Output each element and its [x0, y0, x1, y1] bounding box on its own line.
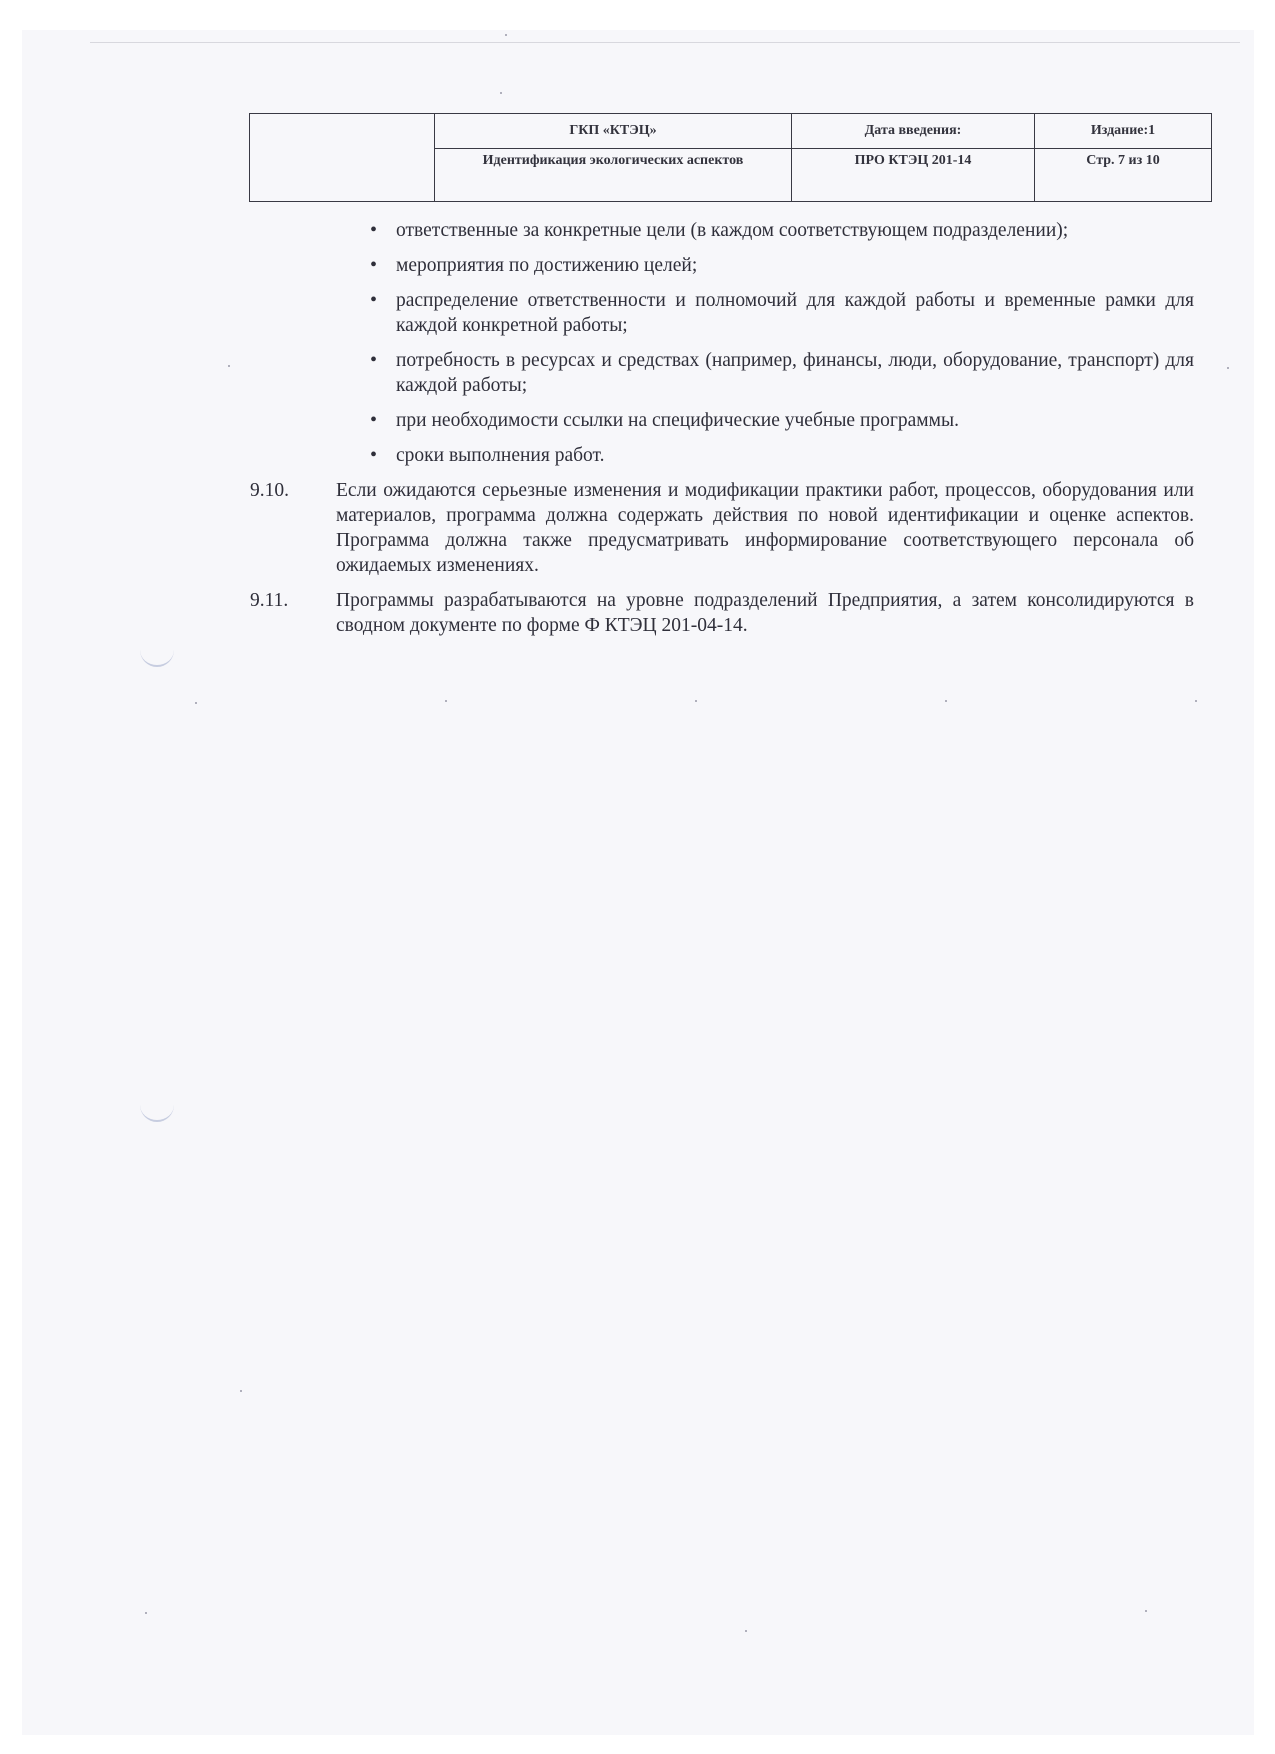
scan-speck: [1145, 1610, 1147, 1612]
bullet-icon: •: [370, 444, 378, 466]
document-header-table: [249, 113, 1212, 202]
list-item: • распределение ответственности и полномочий для каждой работы и временные рамки для каждой конкретной работы;: [370, 289, 1194, 336]
top-rule: [90, 42, 1240, 43]
section-number: 9.11.: [250, 590, 289, 611]
list-item: • потребность в ресурсах и средствах (например, финансы, люди, оборудование, транспорт) для каждой работы;: [370, 349, 1194, 396]
scan-speck: [945, 700, 947, 702]
section-number: 9.10.: [250, 480, 289, 501]
bullet-icon: •: [370, 349, 378, 371]
page-number: Стр. 7 из 10: [1035, 149, 1212, 202]
scan-speck: [1227, 367, 1229, 369]
bullet-list: [250, 218, 1194, 468]
scan-speck: [240, 1390, 242, 1392]
list-item: • сроки выполнения работ.: [370, 444, 605, 466]
section-text: Программы разрабатываются на уровне подразделений Предприятия, а затем консолидируются в сводном документе по форме Ф КТЭЦ 201-04-14.: [336, 590, 1194, 636]
list-item: • при необходимости ссылки на специфические учебные программы.: [370, 409, 959, 431]
scan-speck: [195, 702, 197, 704]
bullet-icon: •: [370, 254, 378, 276]
scan-speck: [505, 34, 507, 36]
bullet-icon: •: [370, 219, 378, 241]
edition: Издание:1: [1035, 114, 1212, 149]
org-name: ГКП «КТЭЦ»: [435, 114, 792, 149]
bullet-icon: •: [370, 289, 378, 311]
scan-speck: [228, 365, 230, 367]
scan-speck: [745, 1630, 747, 1632]
scan-speck: [1195, 700, 1197, 702]
date-label: Дата введения:: [792, 114, 1035, 149]
scan-speck: [500, 92, 502, 94]
bullet-icon: •: [370, 409, 378, 431]
list-item: • ответственные за конкретные цели (в каждом соответствующем подразделении);: [370, 219, 1069, 241]
scan-speck: [445, 700, 447, 702]
scan-speck: [695, 700, 697, 702]
section-9-10: [250, 478, 1194, 578]
section-text: Если ожидаются серьезные изменения и модификации практики работ, процессов, оборудования или материалов, программа должна содержать действия по новой идентификации и оценке аспектов. Программа должна также предусматривать информирование соответствующего персонала об ожидаемых изменениях.: [336, 480, 1194, 576]
document-body: [250, 218, 1194, 648]
doc-code: ПРО КТЭЦ 201-14: [792, 149, 1035, 202]
section-9-11: [250, 588, 1194, 638]
scan-speck: [145, 1612, 147, 1614]
list-item: • мероприятия по достижению целей;: [370, 254, 698, 276]
logo-cell: [250, 114, 435, 202]
doc-title: Идентификация экологических аспектов: [435, 149, 792, 202]
